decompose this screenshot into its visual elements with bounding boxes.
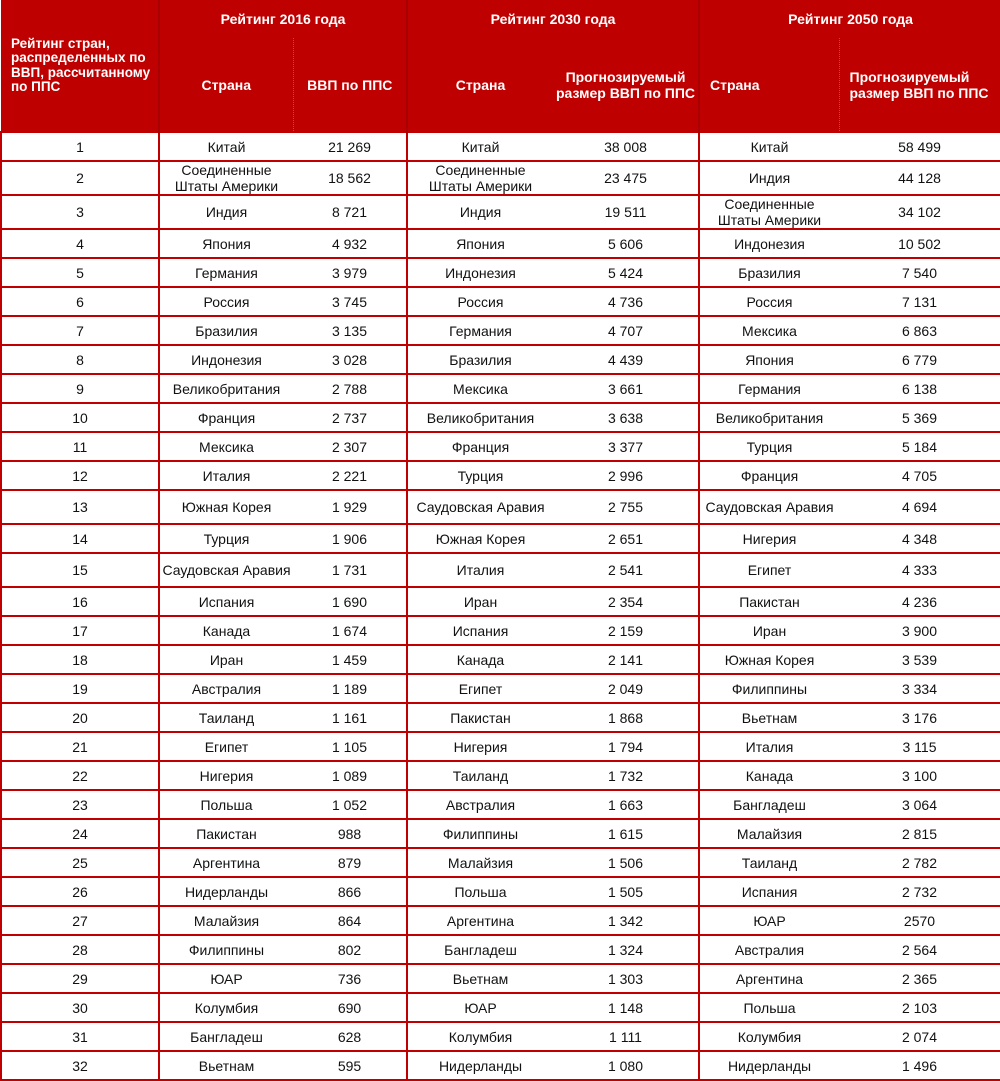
- gdp-2030-cell: 1 342: [553, 906, 699, 935]
- gdp-2050-cell: 3 539: [839, 645, 1000, 674]
- rank-cell: 30: [1, 993, 159, 1022]
- rank-cell: 20: [1, 703, 159, 732]
- gdp-2050-cell: 2 103: [839, 993, 1000, 1022]
- country-2016-cell: Китай: [159, 132, 293, 161]
- rank-cell: 11: [1, 432, 159, 461]
- country-2030-cell: Канада: [407, 645, 553, 674]
- country-2050-cell: Франция: [699, 461, 839, 490]
- gdp-2050-cell: 4 694: [839, 490, 1000, 524]
- table-row: [1, 877, 1000, 906]
- gdp-2050-cell: 4 705: [839, 461, 1000, 490]
- gdp-2030-cell: 2 159: [553, 616, 699, 645]
- country-2016-cell: Аргентина: [159, 848, 293, 877]
- gdp-2030-cell: 2 141: [553, 645, 699, 674]
- gdp-2016-cell: 1 105: [293, 732, 407, 761]
- gdp-2030-cell: 4 736: [553, 287, 699, 316]
- country-2030-cell: Колумбия: [407, 1022, 553, 1051]
- country-2030-cell: Великобритания: [407, 403, 553, 432]
- gdp-2016-cell: 1 052: [293, 790, 407, 819]
- country-2016-cell: Соединенные Штаты Америки: [159, 161, 293, 195]
- gdp-2050-cell: 3 064: [839, 790, 1000, 819]
- country-2050-cell: Малайзия: [699, 819, 839, 848]
- value-header-2050: Прогнозируемый размер ВВП по ППС: [839, 38, 1000, 132]
- gdp-2030-cell: 2 755: [553, 490, 699, 524]
- rank-cell: 29: [1, 964, 159, 993]
- country-2030-cell: Франция: [407, 432, 553, 461]
- country-2050-cell: ЮАР: [699, 906, 839, 935]
- gdp-2030-cell: 1 663: [553, 790, 699, 819]
- gdp-2030-cell: 1 080: [553, 1051, 699, 1080]
- rank-cell: 9: [1, 374, 159, 403]
- rank-cell: 31: [1, 1022, 159, 1051]
- table-row: [1, 587, 1000, 616]
- table-row: [1, 616, 1000, 645]
- gdp-2016-cell: 736: [293, 964, 407, 993]
- table-row: [1, 316, 1000, 345]
- rank-cell: 19: [1, 674, 159, 703]
- table-row: [1, 287, 1000, 316]
- gdp-2030-cell: 23 475: [553, 161, 699, 195]
- gdp-2030-cell: 1 732: [553, 761, 699, 790]
- country-2016-cell: Филиппины: [159, 935, 293, 964]
- country-2030-cell: Испания: [407, 616, 553, 645]
- gdp-2050-cell: 58 499: [839, 132, 1000, 161]
- table-row: [1, 258, 1000, 287]
- country-2050-cell: Пакистан: [699, 587, 839, 616]
- group-header-2030: Рейтинг 2030 года: [407, 0, 699, 38]
- gdp-2050-cell: 10 502: [839, 229, 1000, 258]
- table-row: [1, 490, 1000, 524]
- gdp-2030-cell: 1 794: [553, 732, 699, 761]
- country-2050-cell: Южная Корея: [699, 645, 839, 674]
- gdp-2030-cell: 2 354: [553, 587, 699, 616]
- table-row: [1, 345, 1000, 374]
- country-2030-cell: ЮАР: [407, 993, 553, 1022]
- gdp-2016-cell: 8 721: [293, 195, 407, 229]
- country-2050-cell: Германия: [699, 374, 839, 403]
- country-2050-cell: Соединенные Штаты Америки: [699, 195, 839, 229]
- gdp-2050-cell: 2 782: [839, 848, 1000, 877]
- gdp-2016-cell: 1 089: [293, 761, 407, 790]
- country-2050-cell: Иран: [699, 616, 839, 645]
- country-2030-cell: Нидерланды: [407, 1051, 553, 1080]
- rank-cell: 3: [1, 195, 159, 229]
- country-2016-cell: Франция: [159, 403, 293, 432]
- gdp-2030-cell: 1 505: [553, 877, 699, 906]
- gdp-2050-cell: 2 074: [839, 1022, 1000, 1051]
- country-2016-cell: Пакистан: [159, 819, 293, 848]
- country-2016-cell: Япония: [159, 229, 293, 258]
- table-row: [1, 819, 1000, 848]
- gdp-2050-cell: 2 815: [839, 819, 1000, 848]
- country-header-2030: Страна: [407, 38, 553, 132]
- table-row: [1, 403, 1000, 432]
- table-row: [1, 553, 1000, 587]
- table-row: [1, 1022, 1000, 1051]
- gdp-2030-cell: 1 615: [553, 819, 699, 848]
- country-2050-cell: Мексика: [699, 316, 839, 345]
- gdp-2030-cell: 38 008: [553, 132, 699, 161]
- country-2050-cell: Испания: [699, 877, 839, 906]
- gdp-2016-cell: 3 135: [293, 316, 407, 345]
- country-2050-cell: Колумбия: [699, 1022, 839, 1051]
- table-row: [1, 645, 1000, 674]
- country-2030-cell: Вьетнам: [407, 964, 553, 993]
- country-2016-cell: ЮАР: [159, 964, 293, 993]
- gdp-2050-cell: 4 333: [839, 553, 1000, 587]
- gdp-2050-cell: 4 236: [839, 587, 1000, 616]
- country-2050-cell: Индия: [699, 161, 839, 195]
- country-2030-cell: Бангладеш: [407, 935, 553, 964]
- country-2030-cell: Япония: [407, 229, 553, 258]
- gdp-2050-cell: 3 115: [839, 732, 1000, 761]
- country-2030-cell: Египет: [407, 674, 553, 703]
- country-2050-cell: Великобритания: [699, 403, 839, 432]
- table-row: [1, 524, 1000, 553]
- country-2030-cell: Мексика: [407, 374, 553, 403]
- country-header-2050: Страна: [699, 38, 839, 132]
- country-2050-cell: Нигерия: [699, 524, 839, 553]
- gdp-2030-cell: 1 324: [553, 935, 699, 964]
- gdp-2016-cell: 1 674: [293, 616, 407, 645]
- country-2030-cell: Таиланд: [407, 761, 553, 790]
- table-header: [1, 0, 1000, 132]
- rank-cell: 25: [1, 848, 159, 877]
- country-2050-cell: Саудовская Аравия: [699, 490, 839, 524]
- gdp-2016-cell: 3 745: [293, 287, 407, 316]
- gdp-2016-cell: 2 788: [293, 374, 407, 403]
- rank-cell: 10: [1, 403, 159, 432]
- gdp-2050-cell: 4 348: [839, 524, 1000, 553]
- table-row: [1, 761, 1000, 790]
- table-row: [1, 161, 1000, 195]
- country-2050-cell: Нидерланды: [699, 1051, 839, 1080]
- country-2016-cell: Вьетнам: [159, 1051, 293, 1080]
- gdp-2016-cell: 1 906: [293, 524, 407, 553]
- gdp-2030-cell: 4 707: [553, 316, 699, 345]
- gdp-2030-cell: 1 148: [553, 993, 699, 1022]
- country-2016-cell: Индонезия: [159, 345, 293, 374]
- country-2030-cell: Нигерия: [407, 732, 553, 761]
- gdp-2016-cell: 879: [293, 848, 407, 877]
- gdp-2050-cell: 1 496: [839, 1051, 1000, 1080]
- country-2030-cell: Индия: [407, 195, 553, 229]
- table-row: [1, 703, 1000, 732]
- country-2016-cell: Великобритания: [159, 374, 293, 403]
- rank-cell: 16: [1, 587, 159, 616]
- gdp-2050-cell: 2570: [839, 906, 1000, 935]
- gdp-2016-cell: 1 161: [293, 703, 407, 732]
- table-row: [1, 229, 1000, 258]
- country-2050-cell: Китай: [699, 132, 839, 161]
- gdp-2050-cell: 2 564: [839, 935, 1000, 964]
- rank-cell: 4: [1, 229, 159, 258]
- rank-cell: 18: [1, 645, 159, 674]
- rank-cell: 26: [1, 877, 159, 906]
- country-2016-cell: Саудовская Аравия: [159, 553, 293, 587]
- country-2030-cell: Южная Корея: [407, 524, 553, 553]
- country-2016-cell: Канада: [159, 616, 293, 645]
- country-2030-cell: Филиппины: [407, 819, 553, 848]
- country-2050-cell: Индонезия: [699, 229, 839, 258]
- gdp-2030-cell: 4 439: [553, 345, 699, 374]
- table-row: [1, 790, 1000, 819]
- gdp-2050-cell: 6 138: [839, 374, 1000, 403]
- country-2030-cell: Италия: [407, 553, 553, 587]
- gdp-2030-cell: 1 303: [553, 964, 699, 993]
- rank-cell: 5: [1, 258, 159, 287]
- rank-cell: 24: [1, 819, 159, 848]
- rank-cell: 12: [1, 461, 159, 490]
- gdp-2050-cell: 6 779: [839, 345, 1000, 374]
- country-2050-cell: Турция: [699, 432, 839, 461]
- country-2050-cell: Египет: [699, 553, 839, 587]
- gdp-2030-cell: 3 638: [553, 403, 699, 432]
- gdp-2016-cell: 3 028: [293, 345, 407, 374]
- country-2030-cell: Иран: [407, 587, 553, 616]
- gdp-2016-cell: 2 307: [293, 432, 407, 461]
- country-2050-cell: Италия: [699, 732, 839, 761]
- rank-cell: 28: [1, 935, 159, 964]
- gdp-2030-cell: 1 111: [553, 1022, 699, 1051]
- gdp-2016-cell: 866: [293, 877, 407, 906]
- country-2016-cell: Иран: [159, 645, 293, 674]
- table-row: [1, 732, 1000, 761]
- rank-column-header: Рейтинг стран, распределенных по ВВП, рассчитанному по ППС: [1, 0, 159, 132]
- country-2030-cell: Польша: [407, 877, 553, 906]
- table-row: [1, 374, 1000, 403]
- country-2030-cell: Австралия: [407, 790, 553, 819]
- country-2050-cell: Аргентина: [699, 964, 839, 993]
- gdp-2016-cell: 802: [293, 935, 407, 964]
- gdp-2030-cell: 1 506: [553, 848, 699, 877]
- country-header-2016: Страна: [159, 38, 293, 132]
- rank-cell: 8: [1, 345, 159, 374]
- table-row: [1, 132, 1000, 161]
- gdp-2016-cell: 628: [293, 1022, 407, 1051]
- table-row: [1, 461, 1000, 490]
- gdp-2016-cell: 1 189: [293, 674, 407, 703]
- country-2016-cell: Австралия: [159, 674, 293, 703]
- rank-cell: 15: [1, 553, 159, 587]
- rank-cell: 14: [1, 524, 159, 553]
- gdp-2016-cell: 1 929: [293, 490, 407, 524]
- country-2016-cell: Турция: [159, 524, 293, 553]
- country-2030-cell: Китай: [407, 132, 553, 161]
- rank-cell: 1: [1, 132, 159, 161]
- gdp-2016-cell: 690: [293, 993, 407, 1022]
- gdp-2030-cell: 19 511: [553, 195, 699, 229]
- table-row: [1, 1051, 1000, 1080]
- gdp-2016-cell: 3 979: [293, 258, 407, 287]
- group-header-2050: Рейтинг 2050 года: [699, 0, 1000, 38]
- gdp-2050-cell: 3 334: [839, 674, 1000, 703]
- gdp-2050-cell: 7 131: [839, 287, 1000, 316]
- gdp-2030-cell: 2 541: [553, 553, 699, 587]
- value-header-2030: Прогнозируемый размер ВВП по ППС: [553, 38, 699, 132]
- gdp-2050-cell: 3 100: [839, 761, 1000, 790]
- value-header-2016: ВВП по ППС: [293, 38, 407, 132]
- gdp-2016-cell: 864: [293, 906, 407, 935]
- country-2016-cell: Малайзия: [159, 906, 293, 935]
- country-2016-cell: Бразилия: [159, 316, 293, 345]
- country-2016-cell: Нидерланды: [159, 877, 293, 906]
- rank-cell: 17: [1, 616, 159, 645]
- gdp-2050-cell: 7 540: [839, 258, 1000, 287]
- gdp-2016-cell: 4 932: [293, 229, 407, 258]
- country-2016-cell: Бангладеш: [159, 1022, 293, 1051]
- gdp-2030-cell: 3 377: [553, 432, 699, 461]
- country-2016-cell: Таиланд: [159, 703, 293, 732]
- gdp-2016-cell: 1 459: [293, 645, 407, 674]
- country-2016-cell: Испания: [159, 587, 293, 616]
- country-2050-cell: Таиланд: [699, 848, 839, 877]
- rank-cell: 21: [1, 732, 159, 761]
- country-2016-cell: Нигерия: [159, 761, 293, 790]
- gdp-2050-cell: 6 863: [839, 316, 1000, 345]
- table-row: [1, 964, 1000, 993]
- country-2050-cell: Канада: [699, 761, 839, 790]
- gdp-2050-cell: 44 128: [839, 161, 1000, 195]
- country-2050-cell: Бразилия: [699, 258, 839, 287]
- gdp-2050-cell: 2 365: [839, 964, 1000, 993]
- country-2030-cell: Соединенные Штаты Америки: [407, 161, 553, 195]
- table-row: [1, 195, 1000, 229]
- gdp-2030-cell: 3 661: [553, 374, 699, 403]
- rank-cell: 22: [1, 761, 159, 790]
- gdp-2016-cell: 18 562: [293, 161, 407, 195]
- gdp-2016-cell: 595: [293, 1051, 407, 1080]
- gdp-2050-cell: 5 184: [839, 432, 1000, 461]
- country-2016-cell: Германия: [159, 258, 293, 287]
- country-2030-cell: Бразилия: [407, 345, 553, 374]
- gdp-2030-cell: 5 424: [553, 258, 699, 287]
- gdp-2030-cell: 2 049: [553, 674, 699, 703]
- country-2050-cell: Вьетнам: [699, 703, 839, 732]
- gdp-2050-cell: 34 102: [839, 195, 1000, 229]
- rank-cell: 23: [1, 790, 159, 819]
- gdp-2016-cell: 1 690: [293, 587, 407, 616]
- country-2030-cell: Малайзия: [407, 848, 553, 877]
- rank-cell: 7: [1, 316, 159, 345]
- country-2016-cell: Индия: [159, 195, 293, 229]
- rank-cell: 32: [1, 1051, 159, 1080]
- gdp-2030-cell: 2 996: [553, 461, 699, 490]
- gdp-2016-cell: 2 737: [293, 403, 407, 432]
- table-row: [1, 848, 1000, 877]
- gdp-2016-cell: 2 221: [293, 461, 407, 490]
- table-row: [1, 906, 1000, 935]
- rank-cell: 6: [1, 287, 159, 316]
- country-2016-cell: Россия: [159, 287, 293, 316]
- country-2016-cell: Мексика: [159, 432, 293, 461]
- country-2030-cell: Саудовская Аравия: [407, 490, 553, 524]
- table-body: [1, 132, 1000, 1080]
- rank-cell: 13: [1, 490, 159, 524]
- country-2050-cell: Филиппины: [699, 674, 839, 703]
- table-row: [1, 993, 1000, 1022]
- country-2030-cell: Россия: [407, 287, 553, 316]
- country-2030-cell: Аргентина: [407, 906, 553, 935]
- country-2016-cell: Колумбия: [159, 993, 293, 1022]
- gdp-2016-cell: 1 731: [293, 553, 407, 587]
- country-2016-cell: Южная Корея: [159, 490, 293, 524]
- gdp-2050-cell: 3 176: [839, 703, 1000, 732]
- country-2050-cell: Австралия: [699, 935, 839, 964]
- country-2016-cell: Италия: [159, 461, 293, 490]
- country-2016-cell: Польша: [159, 790, 293, 819]
- country-2050-cell: Бангладеш: [699, 790, 839, 819]
- country-2016-cell: Египет: [159, 732, 293, 761]
- table-row: [1, 935, 1000, 964]
- group-header-2016: Рейтинг 2016 года: [159, 0, 407, 38]
- country-2050-cell: Польша: [699, 993, 839, 1022]
- gdp-2050-cell: 2 732: [839, 877, 1000, 906]
- table-row: [1, 432, 1000, 461]
- gdp-2050-cell: 5 369: [839, 403, 1000, 432]
- table-row: [1, 674, 1000, 703]
- gdp-2030-cell: 2 651: [553, 524, 699, 553]
- country-2030-cell: Пакистан: [407, 703, 553, 732]
- gdp-2030-cell: 5 606: [553, 229, 699, 258]
- country-2030-cell: Турция: [407, 461, 553, 490]
- country-2030-cell: Германия: [407, 316, 553, 345]
- country-2050-cell: Россия: [699, 287, 839, 316]
- gdp-2030-cell: 1 868: [553, 703, 699, 732]
- gdp-2016-cell: 988: [293, 819, 407, 848]
- gdp-2016-cell: 21 269: [293, 132, 407, 161]
- country-2050-cell: Япония: [699, 345, 839, 374]
- rank-cell: 27: [1, 906, 159, 935]
- gdp-2050-cell: 3 900: [839, 616, 1000, 645]
- rank-cell: 2: [1, 161, 159, 195]
- country-2030-cell: Индонезия: [407, 258, 553, 287]
